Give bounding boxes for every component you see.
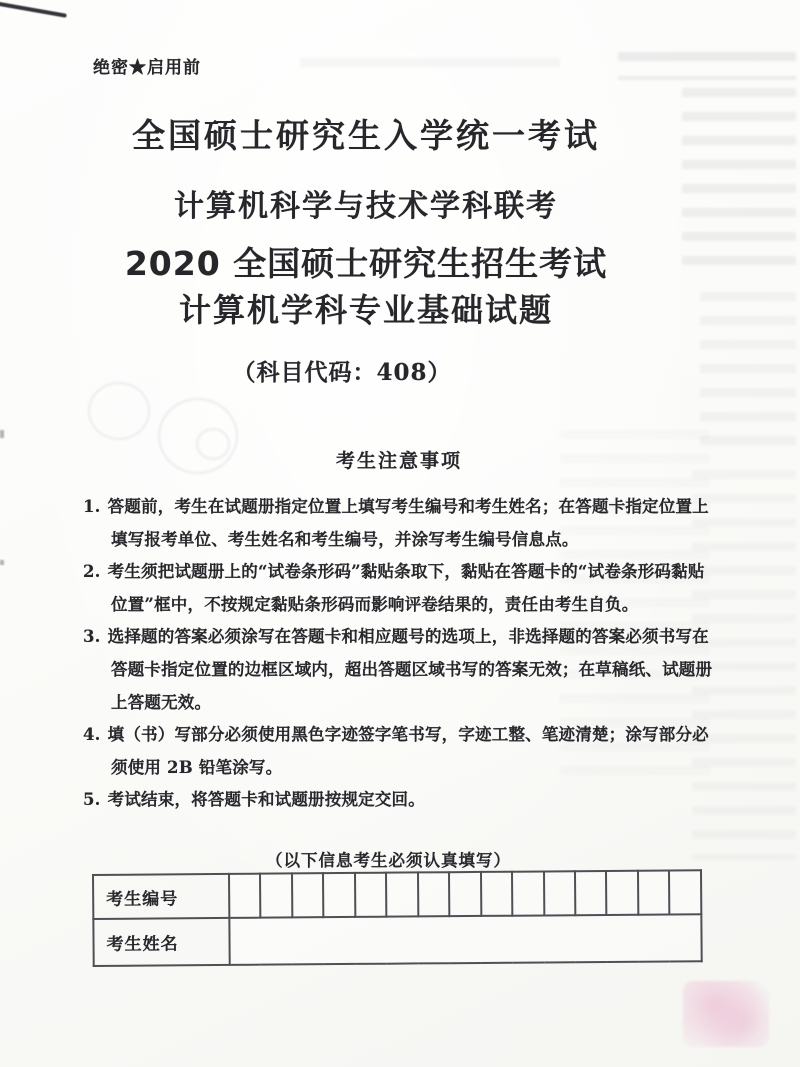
notice-item-text: 选择题的答案必须涂写在答题卡和相应题号的选项上，非选择题的答案必须书写在答题卡指定位置的边框区域内，超出答题区域书写的答案无效；在草稿纸、试题册上答题无效。 [107, 627, 713, 712]
notice-item-text: 考试结束，将答题卡和试题册按规定交回。 [107, 790, 425, 810]
bleed-through-smudge [300, 58, 560, 78]
candidate-number-row [93, 870, 701, 919]
candidate-info-table [92, 869, 703, 967]
notice-item-number: 2. [83, 562, 101, 582]
candidate-number-digit-cell[interactable] [292, 873, 324, 917]
exam-title-2020-admission: 2020 全国硕士研究生招生考试 [124, 244, 608, 283]
notice-list [83, 491, 717, 817]
candidate-number-digit-cell[interactable] [544, 871, 576, 915]
notice-item-5 [83, 784, 717, 817]
notice-item-number: 1. [83, 497, 101, 516]
candidate-number-digit-cell[interactable] [638, 870, 670, 914]
notice-item-1 [83, 491, 717, 556]
notice-item-4 [83, 719, 717, 784]
candidate-number-digit-cell[interactable] [323, 873, 355, 917]
candidate-name-input-cell[interactable] [229, 914, 701, 965]
candidate-number-digit-cell[interactable] [229, 874, 261, 918]
notice-item-text: 答题前，考生在试题册指定位置上填写考生编号和考生姓名；在答题卡指定位置上填写报考单位、考生姓名和考生编号，并涂写考生编号信息点。 [107, 497, 709, 549]
candidate-number-digit-cell[interactable] [512, 871, 544, 915]
notice-item-3 [83, 621, 717, 719]
candidate-number-digit-cell[interactable] [481, 872, 513, 916]
exam-title-discipline-joint: 计算机科学与技术学科联考 [174, 189, 558, 224]
candidate-name-label: 考生姓名 [93, 918, 229, 966]
scan-corner-mark [0, 1, 67, 17]
security-classification-label: 绝密★启用前 [93, 58, 201, 78]
scan-edge-speck [0, 560, 4, 565]
faint-stamp-circle [88, 382, 150, 440]
candidate-number-digit-cell[interactable] [355, 873, 387, 917]
exam-title-subject-basic: 计算机学科专业基础试题 [178, 291, 553, 329]
notice-section-title: 考生注意事项 [335, 450, 462, 472]
candidate-number-digit-cell[interactable] [575, 871, 607, 915]
candidate-number-digit-cell[interactable] [606, 871, 638, 915]
notice-item-number: 5. [83, 790, 101, 810]
notice-item-text: 考生须把试题册上的“试卷条形码”黏贴条取下，黏贴在答题卡的“试卷条形码黏贴位置”框中，不按规定黏贴条形码而影响评卷结果的，责任由考生自负。 [107, 562, 705, 614]
candidate-number-digit-cell[interactable] [386, 872, 418, 916]
candidate-number-digit-cell[interactable] [449, 872, 481, 916]
candidate-number-digit-cell[interactable] [418, 872, 450, 916]
candidate-number-label: 考生编号 [93, 874, 229, 919]
pink-stain-artifact [683, 981, 769, 1047]
subject-code: （科目代码：408） [232, 359, 452, 386]
bleed-through-smudge [618, 52, 796, 80]
notice-item-2 [83, 556, 717, 621]
fill-in-instruction-note: （以下信息考生必须认真填写） [266, 851, 511, 870]
candidate-number-digit-cell[interactable] [260, 873, 292, 917]
exam-title-national-unified: 全国硕士研究生入学统一考试 [132, 116, 600, 155]
candidate-number-digit-cell[interactable] [669, 870, 701, 914]
notice-item-number: 4. [83, 725, 101, 745]
notice-item-text: 填（书）写部分必须使用黑色字迹签字笔书写，字迹工整、笔迹清楚；涂写部分必须使用 2B 铅笔涂写。 [107, 725, 709, 777]
candidate-name-row [93, 914, 701, 966]
notice-item-number: 3. [83, 627, 101, 647]
candidate-info-form [92, 869, 703, 967]
scan-edge-speck [0, 430, 4, 438]
